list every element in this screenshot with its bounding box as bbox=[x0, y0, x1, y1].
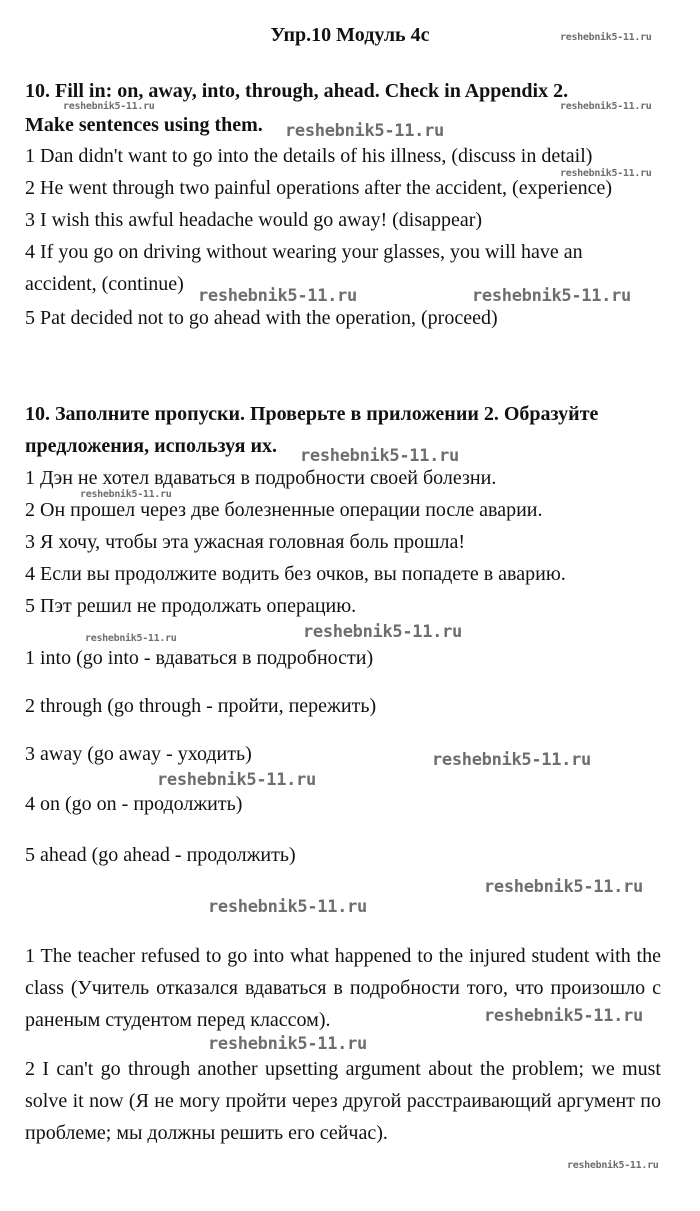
watermark: reshebnik5-11.ru bbox=[560, 101, 652, 112]
exercise-heading-ru-cont: предложения, используя их. bbox=[25, 435, 278, 457]
watermark: reshebnik5-11.ru bbox=[567, 1160, 659, 1171]
en-item-2: 2 He went through two painful operations after the accident, (experience) bbox=[25, 177, 612, 199]
watermark: reshebnik5-11.ru bbox=[157, 770, 316, 790]
en-item-5: 5 Pat decided not to go ahead with the operation, (proceed) bbox=[25, 307, 498, 329]
watermark: reshebnik5-11.ru bbox=[198, 286, 357, 306]
en-item-4-cont: accident, (continue) bbox=[25, 273, 184, 295]
answer-2: 2 through (go through - пройти, пережить) bbox=[25, 695, 377, 717]
answer-4: 4 on (go on - продолжить) bbox=[25, 793, 243, 815]
ru-item-2: 2 Он прошел через две болезненные операции после аварии. bbox=[25, 499, 543, 521]
en-item-1: 1 Dan didn't want to go into the details of his illness, (discuss in detail) bbox=[25, 145, 593, 167]
ru-item-1: 1 Дэн не хотел вдаваться в подробности своей болезни. bbox=[25, 467, 497, 489]
en-item-3: 3 I wish this awful headache would go away! (disappear) bbox=[25, 209, 483, 231]
watermark: reshebnik5-11.ru bbox=[85, 633, 177, 644]
ru-item-4: 4 Если вы продолжите водить без очков, вы попадете в аварию. bbox=[25, 563, 566, 585]
watermark: reshebnik5-11.ru bbox=[484, 877, 643, 897]
watermark: reshebnik5-11.ru bbox=[300, 446, 459, 466]
watermark: reshebnik5-11.ru bbox=[484, 1006, 643, 1026]
answer-1: 1 into (go into - вдаваться в подробности) bbox=[25, 647, 374, 669]
ru-item-3: 3 Я хочу, чтобы эта ужасная головная боль прошла! bbox=[25, 531, 466, 553]
answer-5: 5 ahead (go ahead - продолжить) bbox=[25, 844, 296, 866]
exercise-heading-en-cont: Make sentences using them. bbox=[25, 114, 263, 136]
watermark: reshebnik5-11.ru bbox=[560, 168, 652, 179]
watermark: reshebnik5-11.ru bbox=[63, 101, 155, 112]
watermark: reshebnik5-11.ru bbox=[432, 750, 591, 770]
watermark: reshebnik5-11.ru bbox=[208, 897, 367, 917]
watermark: reshebnik5-11.ru bbox=[303, 622, 462, 642]
example-sentence-2: 2 I can't go through another upsetting argument about the problem; we must solve it now (Я не могу пройти через другой расстраивающий аргумент по проблеме; мы должны решить его сейчас). bbox=[25, 1058, 661, 1144]
exercise-heading-en: 10. Fill in: on, away, into, through, ahead. Check in Appendix 2. bbox=[25, 80, 569, 102]
watermark: reshebnik5-11.ru bbox=[560, 32, 652, 43]
watermark: reshebnik5-11.ru bbox=[285, 121, 444, 141]
watermark: reshebnik5-11.ru bbox=[80, 489, 172, 500]
exercise-heading-ru: 10. Заполните пропуски. Проверьте в приложении 2. Образуйте bbox=[25, 403, 599, 425]
watermark: reshebnik5-11.ru bbox=[472, 286, 631, 306]
ru-item-5: 5 Пэт решил не продолжать операцию. bbox=[25, 595, 357, 617]
example-sentence-1: 1 The teacher refused to go into what happened to the injured student with the class (Учитель отказался вдаваться в подробности того, что произошло с раненым студентом перед классом). bbox=[25, 945, 661, 1031]
answer-3: 3 away (go away - уходить) bbox=[25, 743, 252, 765]
page-title: Упр.10 Модуль 4c bbox=[270, 24, 430, 46]
watermark: reshebnik5-11.ru bbox=[208, 1034, 367, 1054]
en-item-4: 4 If you go on driving without wearing your glasses, you will have an bbox=[25, 241, 583, 263]
